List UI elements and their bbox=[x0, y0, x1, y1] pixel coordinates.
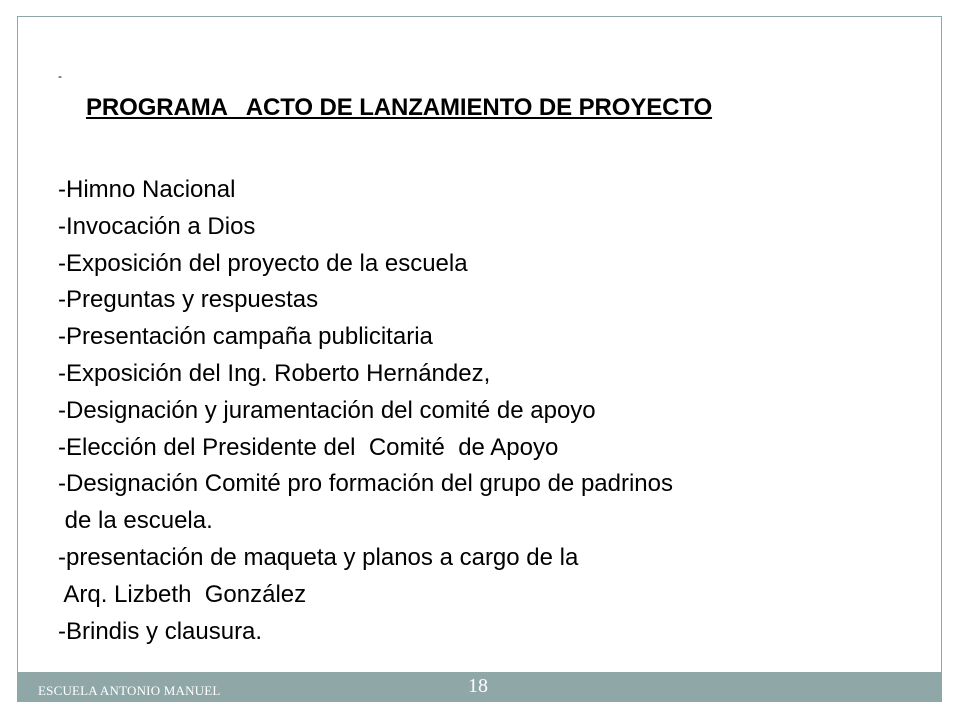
program-item: -Presentación campaña publicitaria bbox=[58, 323, 433, 351]
program-item: -Elección del Presidente del Comité de Apoyo bbox=[58, 433, 559, 461]
program-item: -Himno Nacional bbox=[58, 176, 236, 203]
program-item: -Designación Comité pro formación del grupo de padrinos bbox=[58, 470, 673, 498]
program-item: -Preguntas y respuestas bbox=[58, 286, 319, 314]
program-item-continuation: de la escuela. bbox=[58, 507, 213, 535]
program-item: -Exposición del proyecto de la escuela bbox=[58, 249, 468, 277]
program-item: -Designación y juramentación del comité de apoyo bbox=[58, 396, 596, 424]
program-list bbox=[58, 172, 673, 650]
program-item-continuation: Arq. Lizbeth González bbox=[58, 580, 307, 608]
program-item: -presentación de maqueta y planos a cargo de la bbox=[58, 543, 579, 571]
footer-school-name: ESCUELA ANTONIO MANUEL bbox=[38, 683, 221, 698]
page-number: 18 bbox=[468, 675, 488, 697]
program-item: -Exposición del Ing. Roberto Hernández, bbox=[58, 359, 491, 387]
program-title: PROGRAMA ACTO DE LANZAMIENTO DE PROYECTO bbox=[86, 94, 713, 121]
program-item: -Invocación a Dios bbox=[58, 212, 256, 240]
dash-mark: - bbox=[58, 69, 62, 83]
program-item: -Brindis y clausura. bbox=[58, 617, 263, 645]
